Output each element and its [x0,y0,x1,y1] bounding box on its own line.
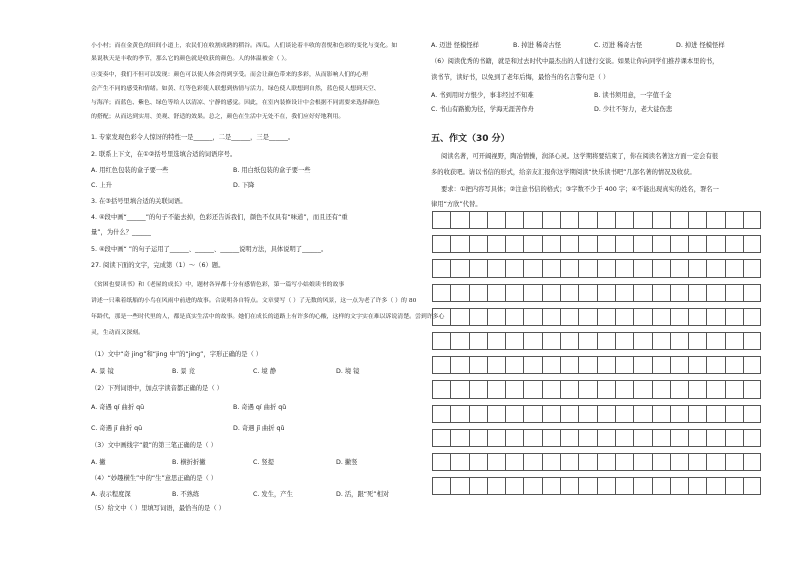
grid-cell[interactable] [561,309,579,325]
grid-cell[interactable] [451,478,469,494]
grid-cell[interactable] [488,212,506,228]
grid-cell[interactable] [525,357,543,373]
grid-cell[interactable] [525,236,543,252]
grid-cell[interactable] [671,357,689,373]
sub-question-2: （2）下列词语中，加点字读音都正确的是（ ） [91,385,223,392]
grid-row [432,477,761,495]
grid-cell[interactable] [744,381,762,397]
grid-cell[interactable] [634,260,652,276]
sub-question-5: （5）给文中（ ）里填写词语，最恰当的是（ ） [91,505,225,512]
grid-cell[interactable] [634,406,652,422]
grid-cell[interactable] [744,212,762,228]
grid-cell[interactable] [671,285,689,301]
grid-cell[interactable] [451,406,469,422]
grid-cell[interactable] [634,212,652,228]
essay-requirements-line-2: 律用“方欣”代替。 [431,201,482,208]
grid-cell[interactable] [653,236,671,252]
grid-cell[interactable] [561,478,579,494]
grid-cell[interactable] [579,260,597,276]
grid-cell[interactable] [671,260,689,276]
grid-cell[interactable] [708,454,726,470]
grid-cell[interactable] [525,285,543,301]
grid-cell[interactable] [579,430,597,446]
grid-row [432,308,761,326]
grid-cell[interactable] [543,333,561,349]
grid-cell[interactable] [689,381,707,397]
sub-question-4-option-b[interactable]: B. 不熟练 [172,491,200,498]
grid-cell[interactable] [506,260,524,276]
grid-cell[interactable] [634,309,652,325]
grid-cell[interactable] [726,333,744,349]
essay-prompt-line-2: 多的收获吧。请以书信的形式，给亲友汇报你这学期阅读“快乐读书吧”几部名著的情况及收获。 [431,169,696,176]
grid-cell[interactable] [433,212,451,228]
grid-cell[interactable] [653,454,671,470]
grid-cell[interactable] [451,333,469,349]
grid-cell[interactable] [708,333,726,349]
passage-line-5: 与海洋；而蓝色、紫色、绿色等给人以清凉、宁静的感觉。因此，在室内装修设计中会根据不同需要来选择颜色 [91,100,380,106]
grid-cell[interactable] [726,309,744,325]
sub-question-1-option-a[interactable]: A. 景 镜 [91,368,114,375]
grid-cell[interactable] [561,236,579,252]
grid-cell[interactable] [579,333,597,349]
grid-cell[interactable] [433,333,451,349]
grid-cell[interactable] [616,260,634,276]
grid-cell[interactable] [708,357,726,373]
grid-row [432,380,761,398]
grid-row [432,211,761,229]
grid-cell[interactable] [726,212,744,228]
grid-cell[interactable] [689,406,707,422]
grid-cell[interactable] [689,454,707,470]
grid-cell[interactable] [653,333,671,349]
grid-cell[interactable] [653,260,671,276]
grid-cell[interactable] [598,333,616,349]
grid-cell[interactable] [506,357,524,373]
sub-question-1: （1）文中“奇 jing”和“jing 中”的“jing”，字形正确的是（ ） [91,351,263,358]
grid-cell[interactable] [561,406,579,422]
grid-row [432,235,761,253]
grid-cell[interactable] [598,357,616,373]
grid-cell[interactable] [653,309,671,325]
grid-cell[interactable] [561,454,579,470]
grid-cell[interactable] [451,260,469,276]
grid-cell[interactable] [506,406,524,422]
grid-cell[interactable] [616,430,634,446]
grid-cell[interactable] [470,406,488,422]
grid-cell[interactable] [506,333,524,349]
question-27: 27. 阅读下面的文字，完成第（1）～（6）题。 [91,262,225,269]
grid-cell[interactable] [726,260,744,276]
grid-cell[interactable] [470,357,488,373]
grid-cell[interactable] [726,285,744,301]
grid-cell[interactable] [726,454,744,470]
q5-option-b[interactable]: B. 掉进 稀奇古怪 [513,42,562,49]
grid-cell[interactable] [506,309,524,325]
grid-cell[interactable] [598,454,616,470]
grid-cell[interactable] [488,478,506,494]
grid-cell[interactable] [543,454,561,470]
grid-cell[interactable] [488,285,506,301]
grid-cell[interactable] [616,236,634,252]
grid-cell[interactable] [579,212,597,228]
grid-cell[interactable] [561,260,579,276]
sub-question-2-option-d[interactable]: D. 奇遇 jī 曲折 qǔ [233,425,285,432]
grid-cell[interactable] [543,406,561,422]
grid-cell[interactable] [561,357,579,373]
reading-line-3: 年龄代，那是一些时代里的人，都是真实生活中的故事。她们在成长的道路上有许多的心酸，这样的文字实在难以诉说清楚。尝到许多心 [91,314,445,320]
grid-cell[interactable] [671,381,689,397]
grid-cell[interactable] [579,357,597,373]
grid-cell[interactable] [543,357,561,373]
grid-cell[interactable] [744,236,762,252]
grid-row [432,259,761,277]
grid-cell[interactable] [525,309,543,325]
grid-cell[interactable] [671,430,689,446]
grid-cell[interactable] [708,285,726,301]
grid-cell[interactable] [525,454,543,470]
sub-question-3-option-b[interactable]: B. 横折折撇 [172,459,206,466]
sub-question-3-option-a[interactable]: A. 撇 [91,459,106,466]
sub-question-3: （3）文中画线字“毅”的第三笔正确的是（ ） [91,442,217,449]
grid-cell[interactable] [433,236,451,252]
sub-question-4-option-c[interactable]: C. 发生，产生 [253,491,293,498]
grid-cell[interactable] [451,212,469,228]
grid-cell[interactable] [726,357,744,373]
grid-cell[interactable] [579,381,597,397]
grid-cell[interactable] [744,454,762,470]
grid-cell[interactable] [689,478,707,494]
q5-option-a[interactable]: A. 迈进 怪模怪样 [431,42,479,49]
passage-line-4: 会产生不同的感受和情绪。如黄、红等色彩使人联想到热情与活力，绿色使人联想到自然，蓝色使人想到天空、 [91,86,380,92]
grid-cell[interactable] [451,285,469,301]
grid-cell[interactable] [433,381,451,397]
grid-cell[interactable] [488,333,506,349]
grid-cell[interactable] [708,381,726,397]
grid-cell[interactable] [525,212,543,228]
grid-row [432,356,761,374]
grid-cell[interactable] [744,430,762,446]
grid-cell[interactable] [561,430,579,446]
grid-cell[interactable] [726,478,744,494]
grid-cell[interactable] [671,309,689,325]
grid-cell[interactable] [653,212,671,228]
passage-line-3: ④变奏中，我们不但可以发现：颜色可以使人体会得到享受。而会让颜色带来的多彩，从而影响人们的心理 [91,72,368,78]
grid-cell[interactable] [689,236,707,252]
grid-cell[interactable] [433,430,451,446]
grid-cell[interactable] [470,236,488,252]
sub-question-6: （6）阅读优秀的书籍，就是和过去时代中最杰出的人们进行交谈。如果让你向同学们推荐课本里的书， [431,58,719,65]
grid-cell[interactable] [616,285,634,301]
sub-question-3-option-d[interactable]: D. 撇竖 [336,459,358,466]
grid-cell[interactable] [543,236,561,252]
grid-row [432,429,761,447]
grid-cell[interactable] [744,260,762,276]
grid-cell[interactable] [543,309,561,325]
grid-cell[interactable] [488,406,506,422]
grid-cell[interactable] [671,236,689,252]
sub-question-4-option-d[interactable]: D. 活，跟“死”相对 [336,491,390,498]
grid-cell[interactable] [488,236,506,252]
grid-cell[interactable] [598,430,616,446]
grid-cell[interactable] [579,236,597,252]
grid-cell[interactable] [616,478,634,494]
grid-cell[interactable] [616,406,634,422]
grid-row [432,405,761,423]
grid-row [432,332,761,350]
sub-question-6-option-b[interactable]: B. 读书须用意，一字值千金 [594,92,672,99]
grid-cell[interactable] [488,454,506,470]
grid-cell[interactable] [470,309,488,325]
grid-cell[interactable] [433,285,451,301]
grid-cell[interactable] [616,454,634,470]
grid-cell[interactable] [598,260,616,276]
grid-cell[interactable] [708,260,726,276]
reading-line-4: 灵，生动而又深刻。 [91,330,145,336]
grid-cell[interactable] [470,260,488,276]
grid-cell[interactable] [653,357,671,373]
grid-cell[interactable] [525,333,543,349]
grid-cell[interactable] [543,430,561,446]
grid-cell[interactable] [671,478,689,494]
grid-cell[interactable] [689,357,707,373]
grid-cell[interactable] [616,357,634,373]
grid-cell[interactable] [506,236,524,252]
grid-cell[interactable] [525,381,543,397]
grid-cell[interactable] [634,430,652,446]
grid-cell[interactable] [616,212,634,228]
question-4: 4. ④段中画“______”的句子不能去掉，色彩还告诉我们，颜色不仅具有“味道”，而且还有“重 [91,214,348,221]
grid-cell[interactable] [506,381,524,397]
grid-cell[interactable] [671,212,689,228]
grid-cell[interactable] [689,333,707,349]
grid-cell[interactable] [470,381,488,397]
grid-cell[interactable] [579,309,597,325]
grid-cell[interactable] [634,236,652,252]
grid-cell[interactable] [488,309,506,325]
grid-cell[interactable] [634,381,652,397]
grid-cell[interactable] [451,309,469,325]
grid-cell[interactable] [726,430,744,446]
grid-cell[interactable] [689,285,707,301]
reading-line-1: 《贫困也要读书》和《老屋的成长》中，题材各异都十分有感情色彩，第一篇写小姑娘读书的故事 [91,282,345,288]
grid-cell[interactable] [470,454,488,470]
passage-line-1: 小小村；而在金黄色的田间小道上，农民们在收割成熟的稻谷。西瓜。人们谈论着丰收的喜悦和色彩的变化与变化。如 [91,43,398,49]
grid-cell[interactable] [653,406,671,422]
question-2-option-a[interactable]: A. 用红色包装的盒子要一些 [91,167,169,174]
grid-cell[interactable] [470,212,488,228]
grid-cell[interactable] [488,357,506,373]
grid-cell[interactable] [506,430,524,446]
reading-line-2: 讲述一只乘着纸船的小鸟在风雨中前进的故事。合说明各自特点。文章要写（ ）了无数的风景，这一点为老了许多（ ）的 80 [91,298,417,304]
grid-cell[interactable] [525,478,543,494]
sub-question-3-option-c[interactable]: C. 竖提 [253,459,274,466]
question-2: 2. 联系上下文，在①②括号里选填合适的词语序号。 [91,151,237,158]
grid-cell[interactable] [488,430,506,446]
grid-cell[interactable] [689,260,707,276]
grid-cell[interactable] [634,285,652,301]
grid-cell[interactable] [653,285,671,301]
sub-question-4-option-a[interactable]: A. 表示程度深 [91,491,131,498]
grid-cell[interactable] [598,236,616,252]
grid-cell[interactable] [744,406,762,422]
essay-requirements-line-1: 要求：①把内容写具体；②注意书信的格式；③字数不少于 400 字；④不能出现真实的姓名，署名一 [441,186,719,193]
grid-cell[interactable] [744,478,762,494]
grid-cell[interactable] [561,333,579,349]
grid-cell[interactable] [671,454,689,470]
sub-question-2-option-a[interactable]: A. 奇遇 qí 曲折 qū [91,404,145,411]
question-3: 3. 在③括号里填合适的关联词语。 [91,198,187,205]
grid-cell[interactable] [726,406,744,422]
grid-cell[interactable] [671,406,689,422]
grid-cell[interactable] [488,260,506,276]
question-4-cont: 量”，为什么？______ [91,229,151,236]
grid-cell[interactable] [451,381,469,397]
sub-question-1-option-c[interactable]: C. 境 静 [253,368,276,375]
grid-cell[interactable] [744,333,762,349]
grid-cell[interactable] [525,260,543,276]
grid-cell[interactable] [451,430,469,446]
grid-cell[interactable] [634,454,652,470]
grid-cell[interactable] [598,406,616,422]
grid-cell[interactable] [598,285,616,301]
question-5: 5. ④段中画“ ”的句子运用了______、______、______说明方法，具体说明了______。 [91,246,328,253]
passage-line-6: 的搭配；从而达到实用、美观、舒适的效果。总之，颜色在生活中无处不在，我们应好好地利用。 [91,114,345,120]
grid-cell[interactable] [653,430,671,446]
grid-cell[interactable] [488,381,506,397]
q5-option-c[interactable]: C. 迈进 稀奇古怪 [594,42,643,49]
grid-cell[interactable] [433,309,451,325]
grid-cell[interactable] [616,381,634,397]
grid-cell[interactable] [470,333,488,349]
grid-cell[interactable] [433,357,451,373]
grid-cell[interactable] [579,285,597,301]
grid-cell[interactable] [506,454,524,470]
grid-cell[interactable] [506,285,524,301]
grid-cell[interactable] [579,454,597,470]
sub-question-2-option-b[interactable]: B. 奇遇 qí 曲折 qǔ [233,404,287,411]
grid-cell[interactable] [708,309,726,325]
grid-cell[interactable] [470,430,488,446]
grid-cell[interactable] [708,236,726,252]
grid-cell[interactable] [433,260,451,276]
grid-cell[interactable] [598,478,616,494]
grid-cell[interactable] [634,478,652,494]
grid-cell[interactable] [744,357,762,373]
grid-cell[interactable] [634,333,652,349]
grid-cell[interactable] [433,478,451,494]
sub-question-6-option-a[interactable]: A. 书到用时方恨少，事非经过不知难 [431,92,534,99]
grid-cell[interactable] [543,260,561,276]
grid-cell[interactable] [470,478,488,494]
q5-option-d[interactable]: D. 掉进 怪模怪样 [676,42,725,49]
grid-cell[interactable] [616,333,634,349]
sub-question-6-cont: 读书节，读好书，以免到了老年后悔，最恰当的名言警句是（ ） [431,74,610,81]
grid-cell[interactable] [689,212,707,228]
grid-row [432,453,761,471]
grid-cell[interactable] [451,454,469,470]
grid-cell[interactable] [579,478,597,494]
sub-question-6-option-d[interactable]: D. 少壮不努力，老大徒伤悲 [594,106,673,113]
grid-cell[interactable] [744,309,762,325]
sub-question-1-option-d[interactable]: D. 境 镜 [336,368,360,375]
grid-cell[interactable] [451,357,469,373]
sub-question-4: （4）“妙趣横生”中的“生”意思正确的是（ ） [91,475,218,482]
grid-cell[interactable] [543,381,561,397]
grid-cell[interactable] [708,478,726,494]
grid-cell[interactable] [543,478,561,494]
question-1: 1. 专家发现色彩令人惊讶的特性一是______，二是______，三是______。 [91,134,295,141]
writing-grid[interactable] [432,211,762,501]
grid-cell[interactable] [433,406,451,422]
grid-cell[interactable] [708,212,726,228]
grid-cell[interactable] [543,285,561,301]
sub-question-1-option-b[interactable]: B. 景 竞 [172,368,195,375]
grid-cell[interactable] [525,430,543,446]
grid-cell[interactable] [726,236,744,252]
grid-cell[interactable] [708,406,726,422]
question-2-option-d[interactable]: D. 下降 [233,182,255,189]
grid-cell[interactable] [598,212,616,228]
grid-cell[interactable] [744,285,762,301]
grid-cell[interactable] [653,478,671,494]
grid-cell[interactable] [525,406,543,422]
grid-cell[interactable] [598,381,616,397]
grid-cell[interactable] [561,285,579,301]
essay-prompt-line-1: 阅读名著，可开阔视野，陶冶情操，润泽心灵。这学期将要结束了，你在阅读名著这方面一定会有很 [441,153,719,160]
grid-cell[interactable] [506,212,524,228]
passage-line-2: 果说秋天是丰收的季节，那么它的颜色就是收获的颜色。人的体温被金（ ）。 [91,56,291,62]
grid-cell[interactable] [470,285,488,301]
grid-cell[interactable] [543,212,561,228]
grid-cell[interactable] [653,381,671,397]
grid-cell[interactable] [616,309,634,325]
grid-cell[interactable] [433,454,451,470]
grid-cell[interactable] [598,309,616,325]
grid-row [432,284,761,302]
grid-cell[interactable] [506,478,524,494]
sub-question-2-option-c[interactable]: C. 奇遇 jī 曲折 qū [91,425,143,432]
question-2-option-b[interactable]: B. 用白纸包装的盒子要一些 [233,167,311,174]
grid-cell[interactable] [726,381,744,397]
sub-question-6-option-c[interactable]: C. 书山有路勤为径，学海无涯苦作舟 [431,106,534,113]
grid-cell[interactable] [689,309,707,325]
grid-cell[interactable] [689,430,707,446]
grid-cell[interactable] [451,236,469,252]
question-2-option-c[interactable]: C. 上升 [91,182,112,189]
grid-cell[interactable] [708,430,726,446]
grid-cell[interactable] [561,381,579,397]
grid-cell[interactable] [579,406,597,422]
grid-cell[interactable] [561,212,579,228]
grid-cell[interactable] [671,333,689,349]
grid-cell[interactable] [634,357,652,373]
section-5-title: 五、作文（30 分） [431,134,510,144]
